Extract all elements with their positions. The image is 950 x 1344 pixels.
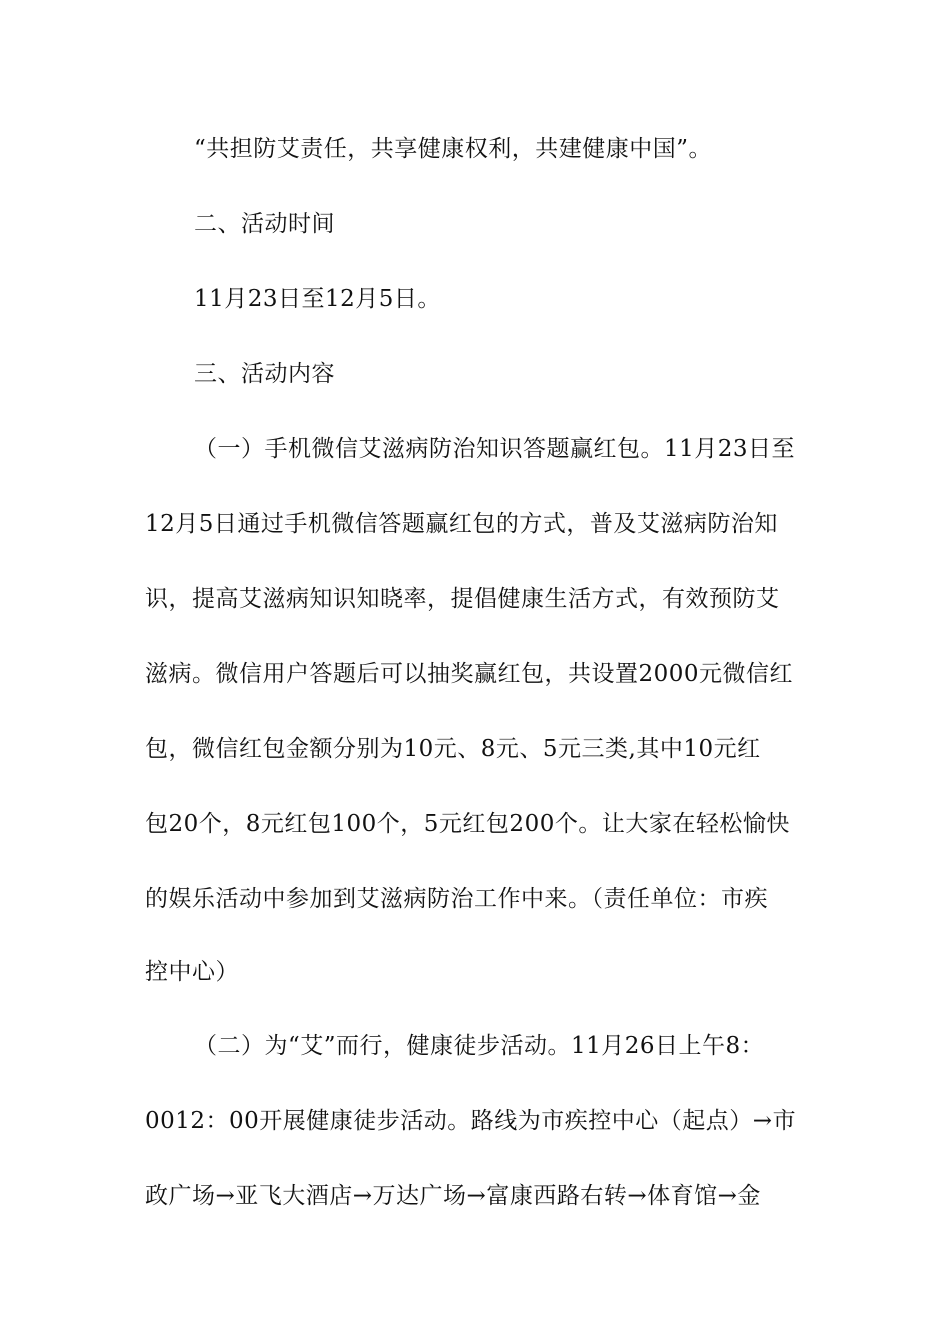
section-heading-time: 二、活动时间 xyxy=(194,211,335,237)
slogan-line: “共担防艾责任，共享健康权利，共建健康中国”。 xyxy=(194,136,713,162)
section-heading-content: 三、活动内容 xyxy=(194,361,335,387)
paragraph-1-line-1: （一）手机微信艾滋病防治知识答题赢红包。11月23日至 xyxy=(194,436,796,462)
activity-dates: 11月23日至12月5日。 xyxy=(194,286,441,312)
paragraph-1-line-3: 识，提高艾滋病知识知晓率，提倡健康生活方式，有效预防艾 xyxy=(145,586,780,612)
paragraph-1-line-8: 控中心） xyxy=(145,959,239,985)
paragraph-1-line-2: 12月5日通过手机微信答题赢红包的方式，普及艾滋病防治知 xyxy=(145,511,778,537)
paragraph-2-line-1: （二）为“艾”而行，健康徒步活动。11月26日上午8： xyxy=(194,1033,765,1059)
paragraph-2-line-3: 政广场→亚飞大酒店→万达广场→富康西路右转→体育馆→金 xyxy=(145,1183,761,1209)
paragraph-2-line-2: 0012：00开展健康徒步活动。路线为市疾控中心（起点）→市 xyxy=(145,1108,797,1134)
paragraph-1-line-7: 的娱乐活动中参加到艾滋病防治工作中来。（责任单位：市疾 xyxy=(145,886,768,912)
paragraph-1-line-4: 滋病。微信用户答题后可以抽奖赢红包，共设置2000元微信红 xyxy=(145,661,794,687)
paragraph-1-line-6: 包20个，8元红包100个，5元红包200个。让大家在轻松愉快 xyxy=(145,811,790,837)
paragraph-1-line-5: 包，微信红包金额分别为10元、8元、5元三类,其中10元红 xyxy=(145,736,761,762)
